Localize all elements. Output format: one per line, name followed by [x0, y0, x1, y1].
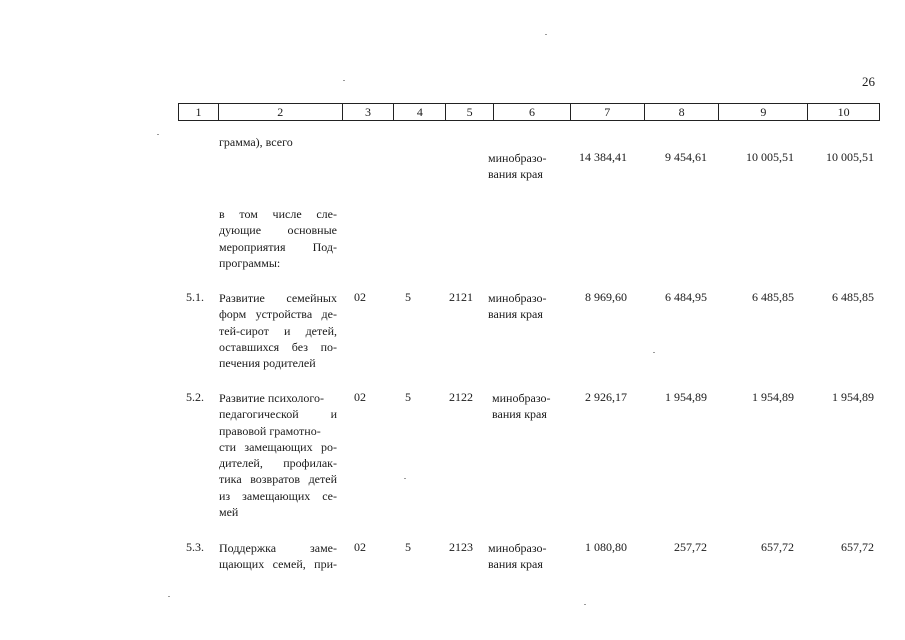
value-col5: 2121: [449, 290, 473, 304]
value-col8: 9 454,61: [665, 150, 707, 164]
subprogram-note: [219, 206, 337, 271]
value-col8: 6 484,95: [665, 290, 707, 304]
value-col7: 1 080,80: [585, 540, 627, 554]
page-number: 26: [862, 74, 875, 89]
note-line: в том числе сле-: [219, 207, 337, 221]
description-line: тей-сирот и детей,: [219, 323, 337, 338]
description-line: тика возвратов детей: [219, 472, 337, 487]
description-line: дителей, профилак-: [219, 456, 337, 471]
department-line: минобразо-: [488, 151, 547, 165]
description-line: Поддержка заме-: [219, 541, 337, 555]
header-cell: 8: [645, 104, 720, 120]
description-line: щающих семей, при-: [219, 557, 337, 572]
department-line: вания края: [492, 407, 547, 422]
table-header: [178, 103, 880, 121]
value-col8: 1 954,89: [665, 390, 707, 404]
value-col7: 8 969,60: [585, 290, 627, 304]
value-col4: 5: [405, 290, 411, 304]
description-line: сти замещающих ро-: [219, 439, 337, 454]
description-line: мей: [219, 505, 239, 520]
value-col10: 6 485,85: [832, 290, 874, 304]
scan-speck: [545, 34, 547, 35]
description-line: из замещающих се-: [219, 488, 337, 503]
department-line: вания края: [488, 307, 543, 322]
description-line: Развитие семейных: [219, 291, 337, 305]
department-line: минобразо-: [488, 541, 547, 555]
value-col4: 5: [405, 390, 411, 404]
value-col3: 02: [354, 290, 366, 304]
value-col3: 02: [354, 540, 366, 554]
value-col9: 10 005,51: [746, 150, 794, 164]
department-line: вания края: [488, 167, 543, 182]
department-cell: [492, 390, 551, 423]
department-cell: [488, 290, 547, 323]
header-cell: 7: [571, 104, 645, 120]
value-col10: 1 954,89: [832, 390, 874, 404]
value-col10: 657,72: [841, 540, 874, 554]
value-col9: 1 954,89: [752, 390, 794, 404]
note-line: дующие основные: [219, 223, 337, 238]
department-line: минобразо-: [488, 291, 547, 305]
value-col3: 02: [354, 390, 366, 404]
department-line: вания края: [488, 557, 543, 572]
value-col10: 10 005,51: [826, 150, 874, 164]
row-description: [219, 290, 337, 371]
row-number: 5.1.: [186, 290, 204, 304]
note-line: мероприятия Под-: [219, 239, 337, 254]
department-line: минобразо-: [492, 391, 551, 405]
scan-speck: [157, 134, 159, 135]
scan-speck: [168, 596, 170, 597]
header-cell: 4: [394, 104, 446, 120]
note-line: программы:: [219, 255, 281, 270]
description-line: оставшихся без по-: [219, 339, 337, 354]
value-col4: 5: [405, 540, 411, 554]
value-col5: 2122: [449, 390, 473, 404]
row-number: 5.2.: [186, 390, 204, 404]
scan-speck: [404, 478, 406, 479]
scan-speck: [584, 604, 586, 605]
value-col5: 2123: [449, 540, 473, 554]
department-cell: [488, 540, 547, 573]
description-line: Развитие психолого-: [219, 391, 324, 405]
header-cell: 3: [343, 104, 395, 120]
department-cell: [488, 150, 547, 183]
scan-speck: [343, 80, 345, 81]
row-description: [219, 540, 337, 573]
header-cell: 6: [494, 104, 571, 120]
description-line: педагогической и: [219, 407, 337, 422]
row-number: 5.3.: [186, 540, 204, 554]
value-col9: 6 485,85: [752, 290, 794, 304]
scan-speck: [653, 352, 655, 353]
row-description: [219, 390, 337, 520]
header-cell: 9: [719, 104, 808, 120]
description-line: форм устройства де-: [219, 307, 337, 322]
value-col8: 257,72: [674, 540, 707, 554]
header-cell: 2: [219, 104, 343, 120]
value-col9: 657,72: [761, 540, 794, 554]
description-line: правовой грамотно-: [219, 423, 321, 438]
value-col7: 2 926,17: [585, 390, 627, 404]
description-line: печения родителей: [219, 356, 316, 371]
value-col7: 14 384,41: [579, 150, 627, 164]
row-description: грамма), всего: [219, 135, 293, 149]
header-cell: 10: [837, 104, 850, 119]
header-cell: 5: [446, 104, 494, 120]
header-cell: 1: [179, 104, 219, 120]
